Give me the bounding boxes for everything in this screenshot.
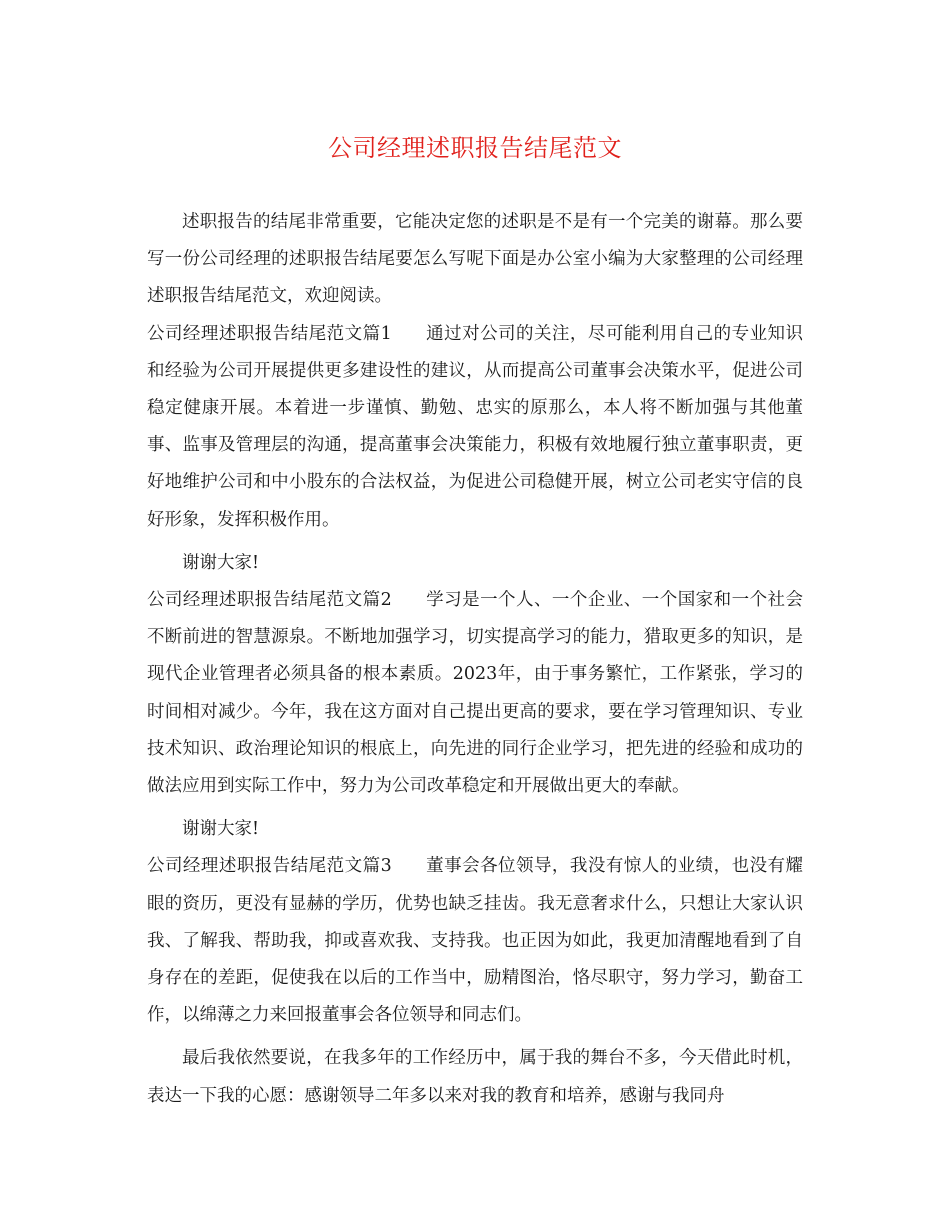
section-paragraph-1 [147,316,803,539]
final-paragraph: 最后我依然要说，在我多年的工作经历中，属于我的舞台不多，今天借此时机，表达一下我的心愿：感谢领导二年多以来对我的教育和培养，感谢与我同舟 [147,1048,803,1106]
section-text-3: 董事会各位领导，我没有惊人的业绩，也没有耀眼的资历，更没有显赫的学历，优势也缺乏挂齿。我无意奢求什么，只想让大家认识我、了解我、帮助我，抑或喜欢我、支持我。也正因为如此，我更加清醒地看到了自身存在的差距，促使我在以后的工作当中，励精图治，恪尽职守，努力学习，勤奋工作，以绵薄之力来回报董事会各位领导和同志们。 [147,856,803,1026]
section-text-1: 通过对公司的关注，尽可能利用自己的专业知识和经验为公司开展提供更多建设性的建议，从而提高公司董事会决策水平，促进公司稳定健康开展。本着进一步谨慎、勤勉、忠实的原那么，本人将不断加强与其他董事、监事及管理层的沟通，提高董事会决策能力，积极有效地履行独立董事职责，更好地维护公司和中小股东的合法权益，为促进公司稳健开展，树立公司老实守信的良好形象，发挥积极作用。 [147,323,803,530]
section-paragraph-3 [147,848,803,1034]
section-closing-2: 谢谢大家! [182,819,260,840]
section-heading-2: 公司经理述职报告结尾范文篇2 [147,590,392,611]
section-heading-1: 公司经理述职报告结尾范文篇1 [147,323,392,344]
intro-paragraph: 述职报告的结尾非常重要，它能决定您的述职是不是有一个完美的谢幕。那么要写一份公司经理的述职报告结尾要怎么写呢下面是办公室小编为大家整理的公司经理述职报告结尾范文，欢迎阅读。 [147,212,803,307]
document-body [147,204,803,1115]
section-text-2: 学习是一个人、一个企业、一个国家和一个社会不断前进的智慧源泉。不断地加强学习，切实提高学习的能力，猎取更多的知识，是现代企业管理者必须具备的根本素质。2023年，由于事务繁忙，工作紧张，学习的时间相对减少。今年，我在这方面对自己提出更高的要求，要在学习管理知识、专业技术知识、政治理论知识的根底上，向先进的同行企业学习，把先进的经验和成功的做法应用到实际工作中，努力为公司改革稳定和开展做出更大的奉献。 [147,590,803,797]
section-closing-1: 谢谢大家! [182,552,260,573]
document-title: 公司经理述职报告结尾范文 [328,134,622,162]
section-paragraph-2 [147,582,803,805]
section-heading-3: 公司经理述职报告结尾范文篇3 [147,856,392,877]
